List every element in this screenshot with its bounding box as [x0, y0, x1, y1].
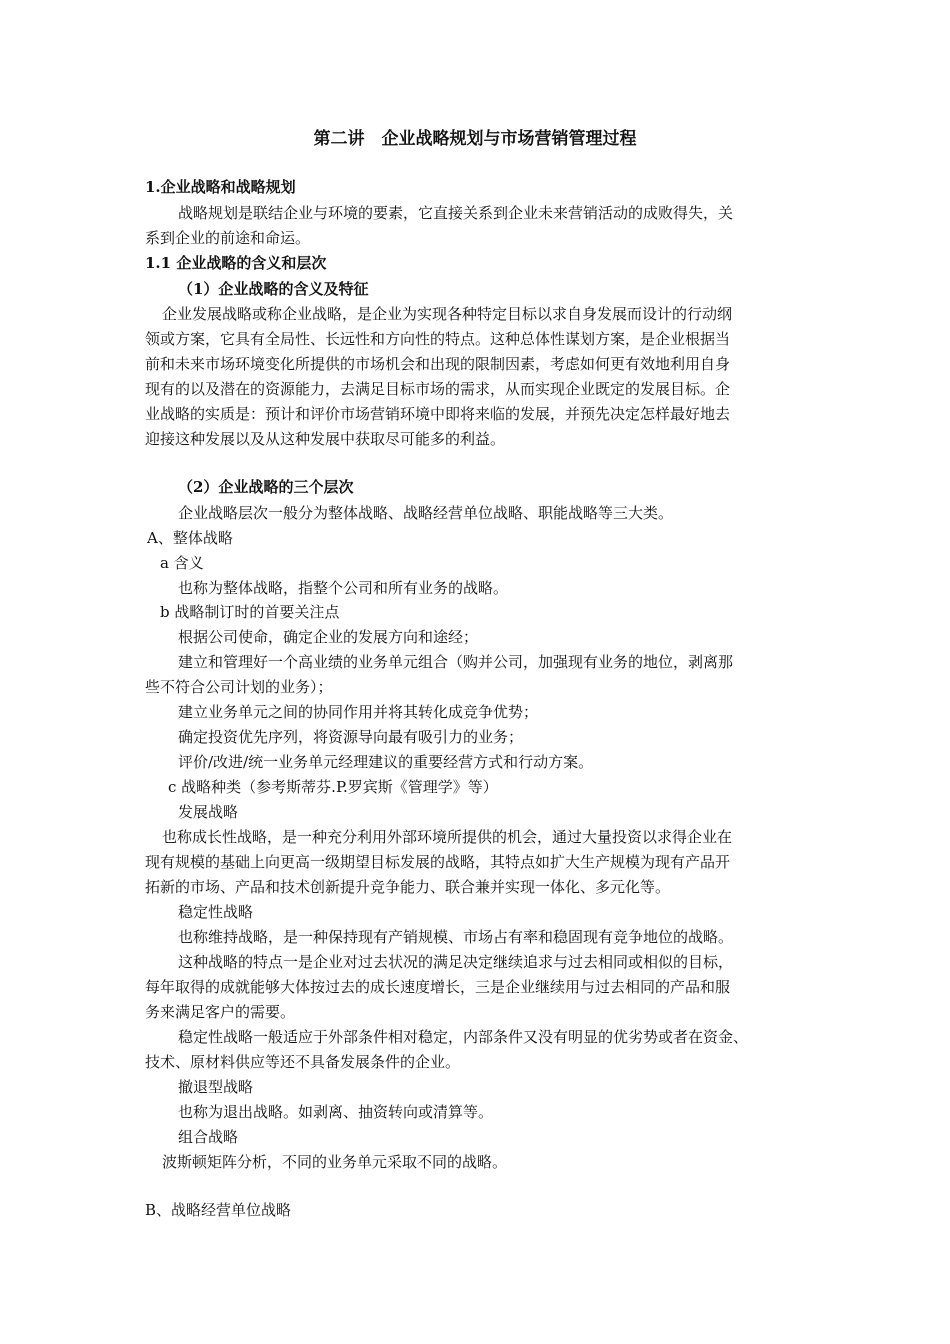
paragraph-line: 战略规划是联结企业与环境的要素，它直接关系到企业未来营销活动的成败得失，关: [178, 204, 734, 222]
paragraph-line: 也称为退出战略。如剥离、抽资转向或清算等。: [178, 1103, 494, 1121]
paragraph-line: 建立和管理好一个高业绩的业务单元组合（购并公司，加强现有业务的地位，剥离那: [178, 653, 734, 671]
subsection-heading: 1.1 企业战略的含义和层次: [145, 254, 327, 272]
paragraph-line: 业战略的实质是：预计和评价市场营销环境中即将来临的发展，并预先决定怎样最好地去: [145, 405, 731, 423]
paragraph-line: 每年取得的成就能够大体按过去的成长速度增长，三是企业继续用与过去相同的产品和服: [145, 978, 731, 996]
paragraph-line: 企业战略层次一般分为整体战略、战略经营单位战略、职能战略等三大类。: [178, 504, 674, 522]
list-heading: A、整体战略: [147, 529, 233, 547]
strategy-heading: 稳定性战略: [178, 903, 254, 921]
subsubsection-heading: （1）企业战略的含义及特征: [178, 280, 369, 298]
list-heading: B、战略经营单位战略: [145, 1201, 292, 1219]
paragraph-line: 这种战略的特点一是企业对过去状况的满足决定继续追求与过去相同或相似的目标，: [178, 953, 734, 971]
paragraph-line: 现有的以及潜在的资源能力，去满足目标市场的需求，从而实现企业既定的发展目标。企: [145, 380, 731, 398]
paragraph-line: 务来满足客户的需要。: [145, 1003, 296, 1021]
paragraph-line: 领或方案，它具有全局性、长远性和方向性的特点。这种总体性谋划方案，是企业根据当: [145, 330, 731, 348]
paragraph-line: 企业发展战略或称企业战略，是企业为实现各种特定目标以求自身发展而设计的行动纲: [162, 305, 733, 323]
paragraph-line: 拓新的市场、产品和技术创新提升竞争能力、联合兼并实现一体化、多元化等。: [145, 878, 671, 896]
section-heading: 1.企业战略和战略规划: [145, 178, 296, 196]
paragraph-line: 也称为整体战略，指整个公司和所有业务的战略。: [178, 579, 509, 597]
paragraph-line: 系到企业的前途和命运。: [145, 229, 311, 247]
paragraph-line: 前和未来市场环境变化所提供的市场机会和出现的限制因素，考虑如何更有效地利用自身: [145, 355, 731, 373]
paragraph-line: 根据公司使命，确定企业的发展方向和途经；: [178, 628, 479, 646]
paragraph-line: 评价/改进/统一业务单元经理建议的重要经营方式和行动方案。: [178, 753, 594, 771]
page-title: 第二讲 企业战略规划与市场营销管理过程: [313, 129, 637, 149]
paragraph-line: 波斯顿矩阵分析，不同的业务单元采取不同的战略。: [162, 1153, 508, 1171]
paragraph-line: 也称维持战略，是一种保持现有产销规模、市场占有率和稳固现有竞争地位的战略。: [178, 928, 734, 946]
paragraph-line: 确定投资优先序列，将资源导向最有吸引力的业务；: [178, 728, 524, 746]
paragraph-line: 些不符合公司计划的业务）；: [145, 678, 333, 696]
paragraph-line: 建立业务单元之间的协同作用并将其转化成竞争优势；: [178, 703, 539, 721]
strategy-heading: 组合战略: [178, 1128, 239, 1146]
paragraph-line: 也称成长性战略，是一种充分利用外部环境所提供的机会，通过大量投资以求得企业在: [162, 828, 733, 846]
paragraph-line: 稳定性战略一般适应于外部条件相对稳定，内部条件又没有明显的优劣势或者在资金、: [178, 1028, 749, 1046]
subsubsection-heading: （2）企业战略的三个层次: [178, 478, 354, 496]
strategy-heading: 发展战略: [178, 803, 239, 821]
paragraph-line: 现有规模的基础上向更高一级期望目标发展的战略，其特点如扩大生产规模为现有产品开: [145, 853, 731, 871]
paragraph-line: 迎接这种发展以及从这种发展中获取尽可能多的利益。: [145, 430, 506, 448]
list-subheading: a 含义: [160, 554, 204, 572]
list-subheading: b 战略制订时的首要关注点: [160, 603, 340, 621]
list-subheading: c 战略种类（参考斯蒂芬.P.罗宾斯《管理学》等）: [168, 778, 498, 796]
strategy-heading: 撤退型战略: [178, 1078, 254, 1096]
paragraph-line: 技术、原材料供应等还不具备发展条件的企业。: [145, 1053, 461, 1071]
